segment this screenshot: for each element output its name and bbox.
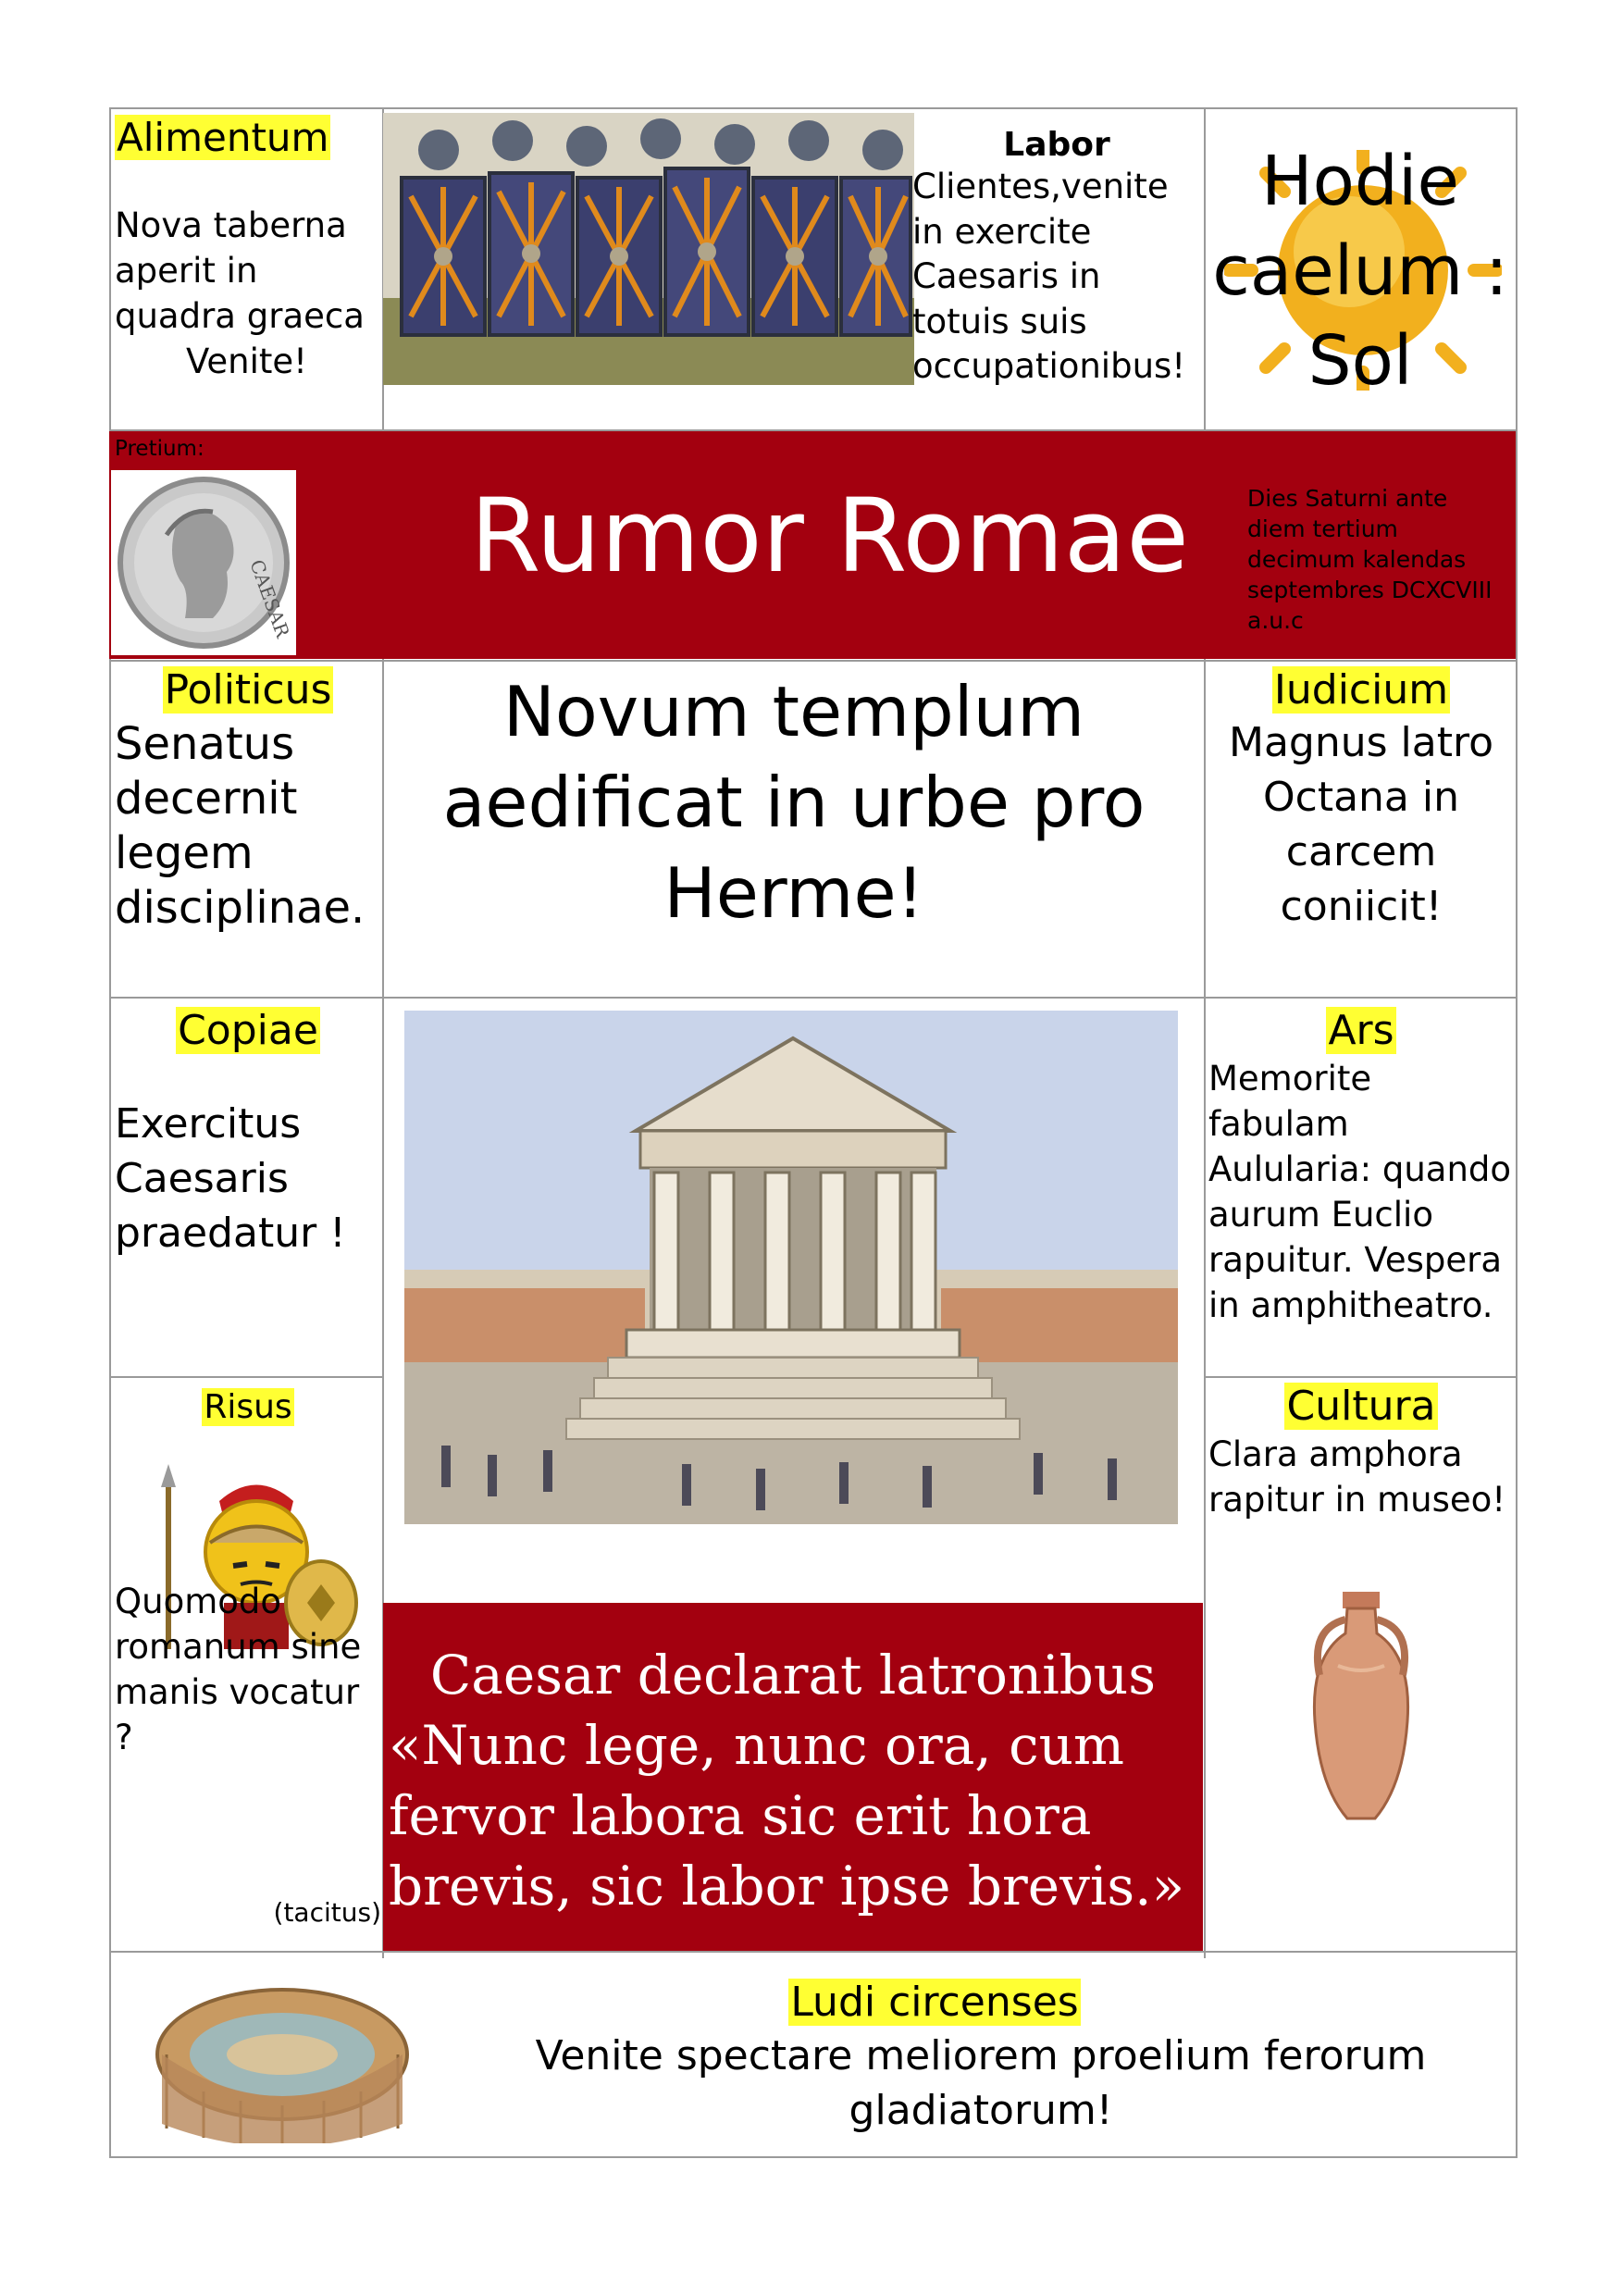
grid-border-top [109,107,1518,109]
issue-date: Dies Saturni ante diem tertium decimum kalendas septembres DCXCVIII a.u.c [1247,485,1493,634]
legion-illustration [383,113,914,385]
copiae-heading: Copiae [178,1007,318,1054]
alimentum-heading: Alimentum [117,115,329,160]
ars-section [1208,1001,1514,1371]
masthead-banner [109,431,1516,659]
cultura-body: Clara amphora rapitur in museo! [1208,1434,1506,1520]
copiae-section [115,1001,381,1371]
weather-line3: Sol [1307,321,1413,401]
quote-text: «Nunc lege, nunc ora, cum fervor labora sic erit hora brevis, sic labor ipse brevis.» [389,1714,1185,1917]
risus-answer: (tacitus) [273,1897,381,1928]
alimentum-body: Nova taberna aperit in quadra graeca [115,205,365,336]
weather-line1: Hodie [1261,142,1459,221]
price-label: Pretium: [115,437,204,461]
grid-line-row4-right [1204,1376,1518,1378]
labor-heading: Labor [1003,126,1110,164]
ludi-section [111,1953,1514,2154]
iudicium-heading: Iudicium [1273,666,1449,714]
politicus-body: Senatus decernit legem disciplinae. [115,718,365,934]
risus-section [115,1381,381,1947]
iudicium-section [1208,663,1514,992]
caesar-quote-box [383,1603,1203,1951]
ludi-body: Venite spectare meliorem proelium ferorum gladiatorum! [535,2032,1427,2134]
cultura-section [1208,1381,1514,1947]
copiae-body: Exercitus Caesaris praedatur ! [115,1100,346,1257]
grid-border-bottom [109,2156,1518,2158]
main-headline: Novum templum aedificat in urbe pro Herme! [442,671,1146,934]
cultura-heading: Cultura [1286,1383,1436,1430]
politicus-section [115,663,381,992]
coin-image [111,470,296,655]
ludi-heading: Ludi circenses [790,1979,1079,2026]
temple-illustration [404,1011,1178,1524]
weather-line2: caelum : [1212,231,1508,311]
politicus-heading: Politicus [164,666,332,714]
svg-text:CAESAR: CAESAR [245,556,294,640]
colosseum-icon [148,1962,416,2143]
grid-border-left [109,107,111,2158]
risus-body: Quomodo romanum sine manis vocatur ? [115,1582,362,1757]
risus-heading: Risus [204,1388,292,1426]
grid-border-right [1516,107,1518,2158]
labor-section [912,126,1201,422]
newspaper-title: Rumor Romae [470,477,1189,595]
amphora-icon [1301,1592,1421,1823]
alimentum-cta: Venite! [185,341,308,381]
alimentum-section [115,113,378,426]
ars-body: Memorite fabulam Aulularia: quando aurum Euclio rapuitur. Vespera in amphitheatro. [1208,1059,1512,1325]
grid-line-row3 [109,997,1518,999]
grid-line-row2 [109,660,1518,662]
grid-line-row4-left [109,1376,384,1378]
weather-section [1206,113,1515,428]
ars-heading: Ars [1328,1007,1394,1054]
labor-body: Clientes,venite in exercite Caesaris in totuis suis occupationibus! [912,167,1186,386]
iudicium-body: Magnus latro Octana in carcem coniicit! [1228,719,1494,930]
quote-intro: Caesar declarat latronibus [429,1644,1157,1706]
headline-section [387,663,1201,992]
